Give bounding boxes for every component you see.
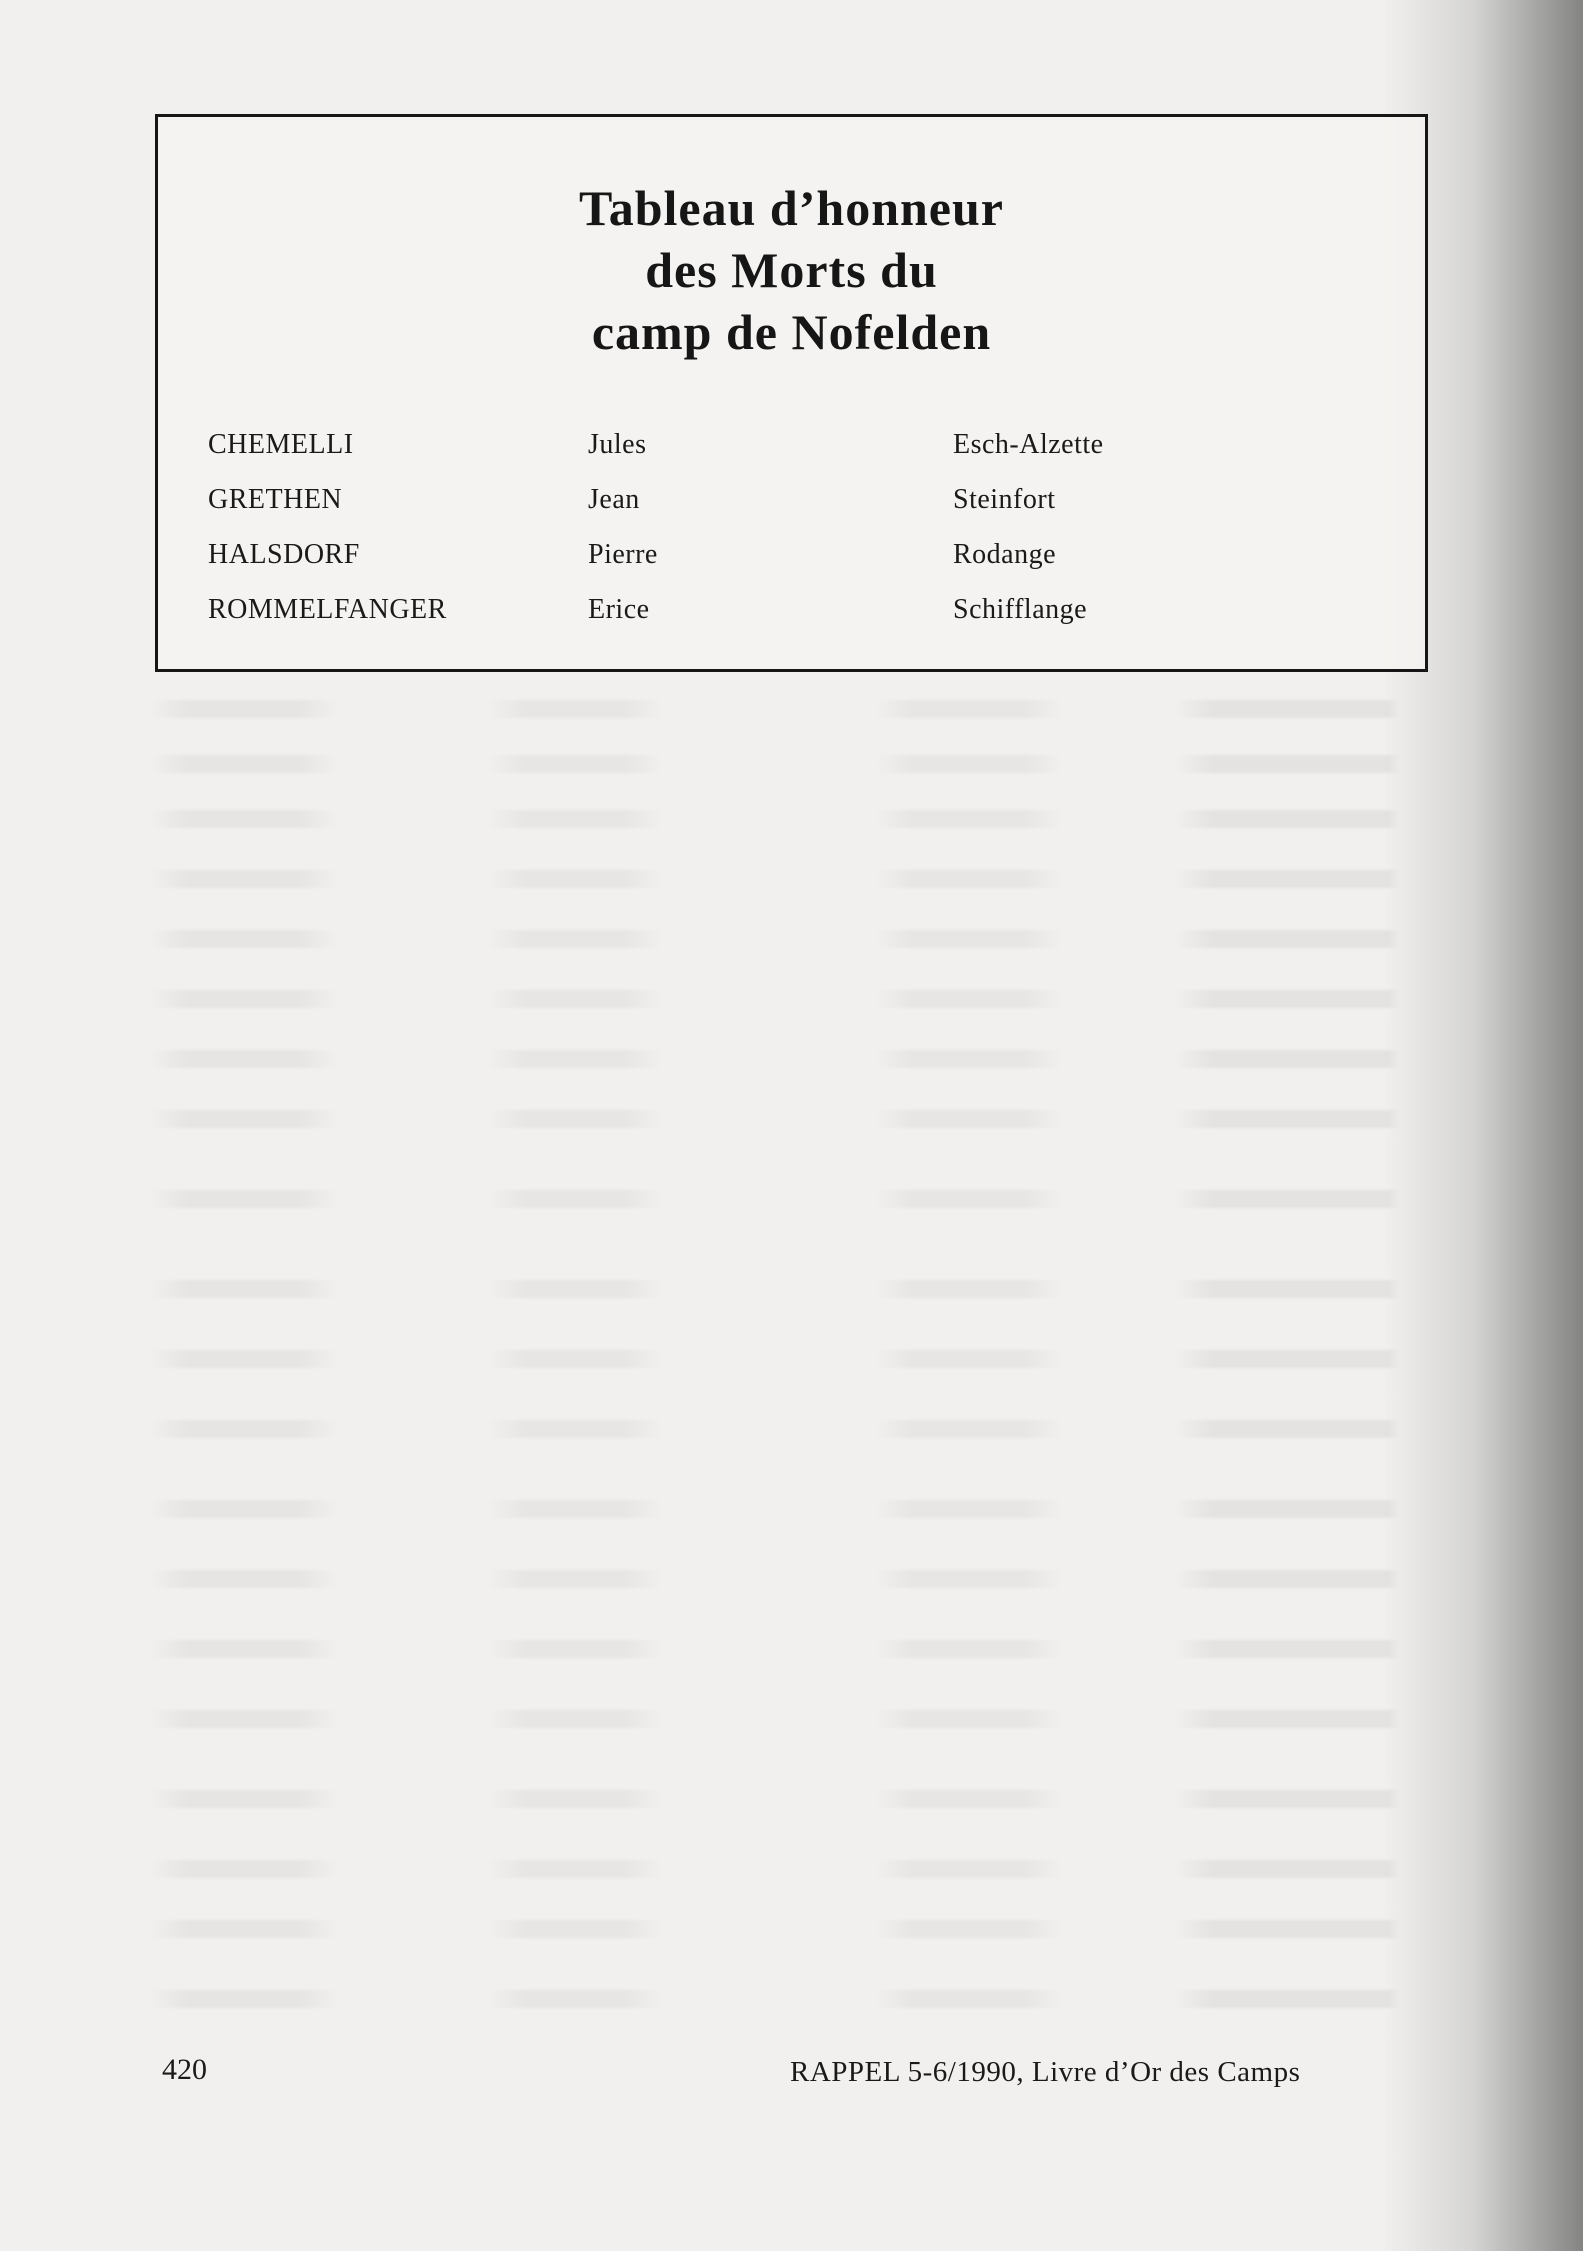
bleed-row [150,870,1400,888]
title-line: Tableau d’honneur [578,180,1005,236]
title-line: des Morts du [645,242,938,298]
place: Rodange [953,539,1057,570]
page-title [158,177,1425,363]
bleed-row [150,810,1400,828]
list-item [208,582,1388,637]
bleed-row [150,700,1400,718]
names-list [208,417,1388,637]
place: Esch-Alzette [953,429,1104,460]
bleed-row [150,1050,1400,1068]
honor-roll-box [155,114,1428,672]
title-line: camp de Nofelden [591,304,992,360]
bleed-row [150,1710,1400,1728]
bleed-row [150,1420,1400,1438]
bleed-row [150,755,1400,773]
place: Steinfort [953,484,1056,515]
surname: HALSDORF [208,539,360,570]
bleed-row [150,1350,1400,1368]
bleed-row [150,1640,1400,1658]
bleed-row [150,1110,1400,1128]
surname: ROMMELFANGER [208,594,447,625]
bleed-row [150,1860,1400,1878]
given-name: Pierre [588,539,658,570]
bleed-row [150,1990,1400,2008]
surname: GRETHEN [208,484,343,515]
bleed-row [150,1790,1400,1808]
bleed-row [150,990,1400,1008]
bleed-row [150,1280,1400,1298]
bleed-row [150,930,1400,948]
given-name: Erice [588,594,650,625]
bleed-row [150,1570,1400,1588]
source-citation: RAPPEL 5-6/1990, Livre d’Or des Camps [790,2056,1301,2088]
place: Schifflange [953,594,1088,625]
page-number: 420 [162,2053,207,2086]
list-item [208,472,1388,527]
list-item [208,527,1388,582]
surname: CHEMELLI [208,429,354,460]
bleed-row [150,1190,1400,1208]
bleed-row [150,1920,1400,1938]
bleed-row [150,1500,1400,1518]
list-item [208,417,1388,472]
given-name: Jean [588,484,640,515]
given-name: Jules [588,429,647,460]
